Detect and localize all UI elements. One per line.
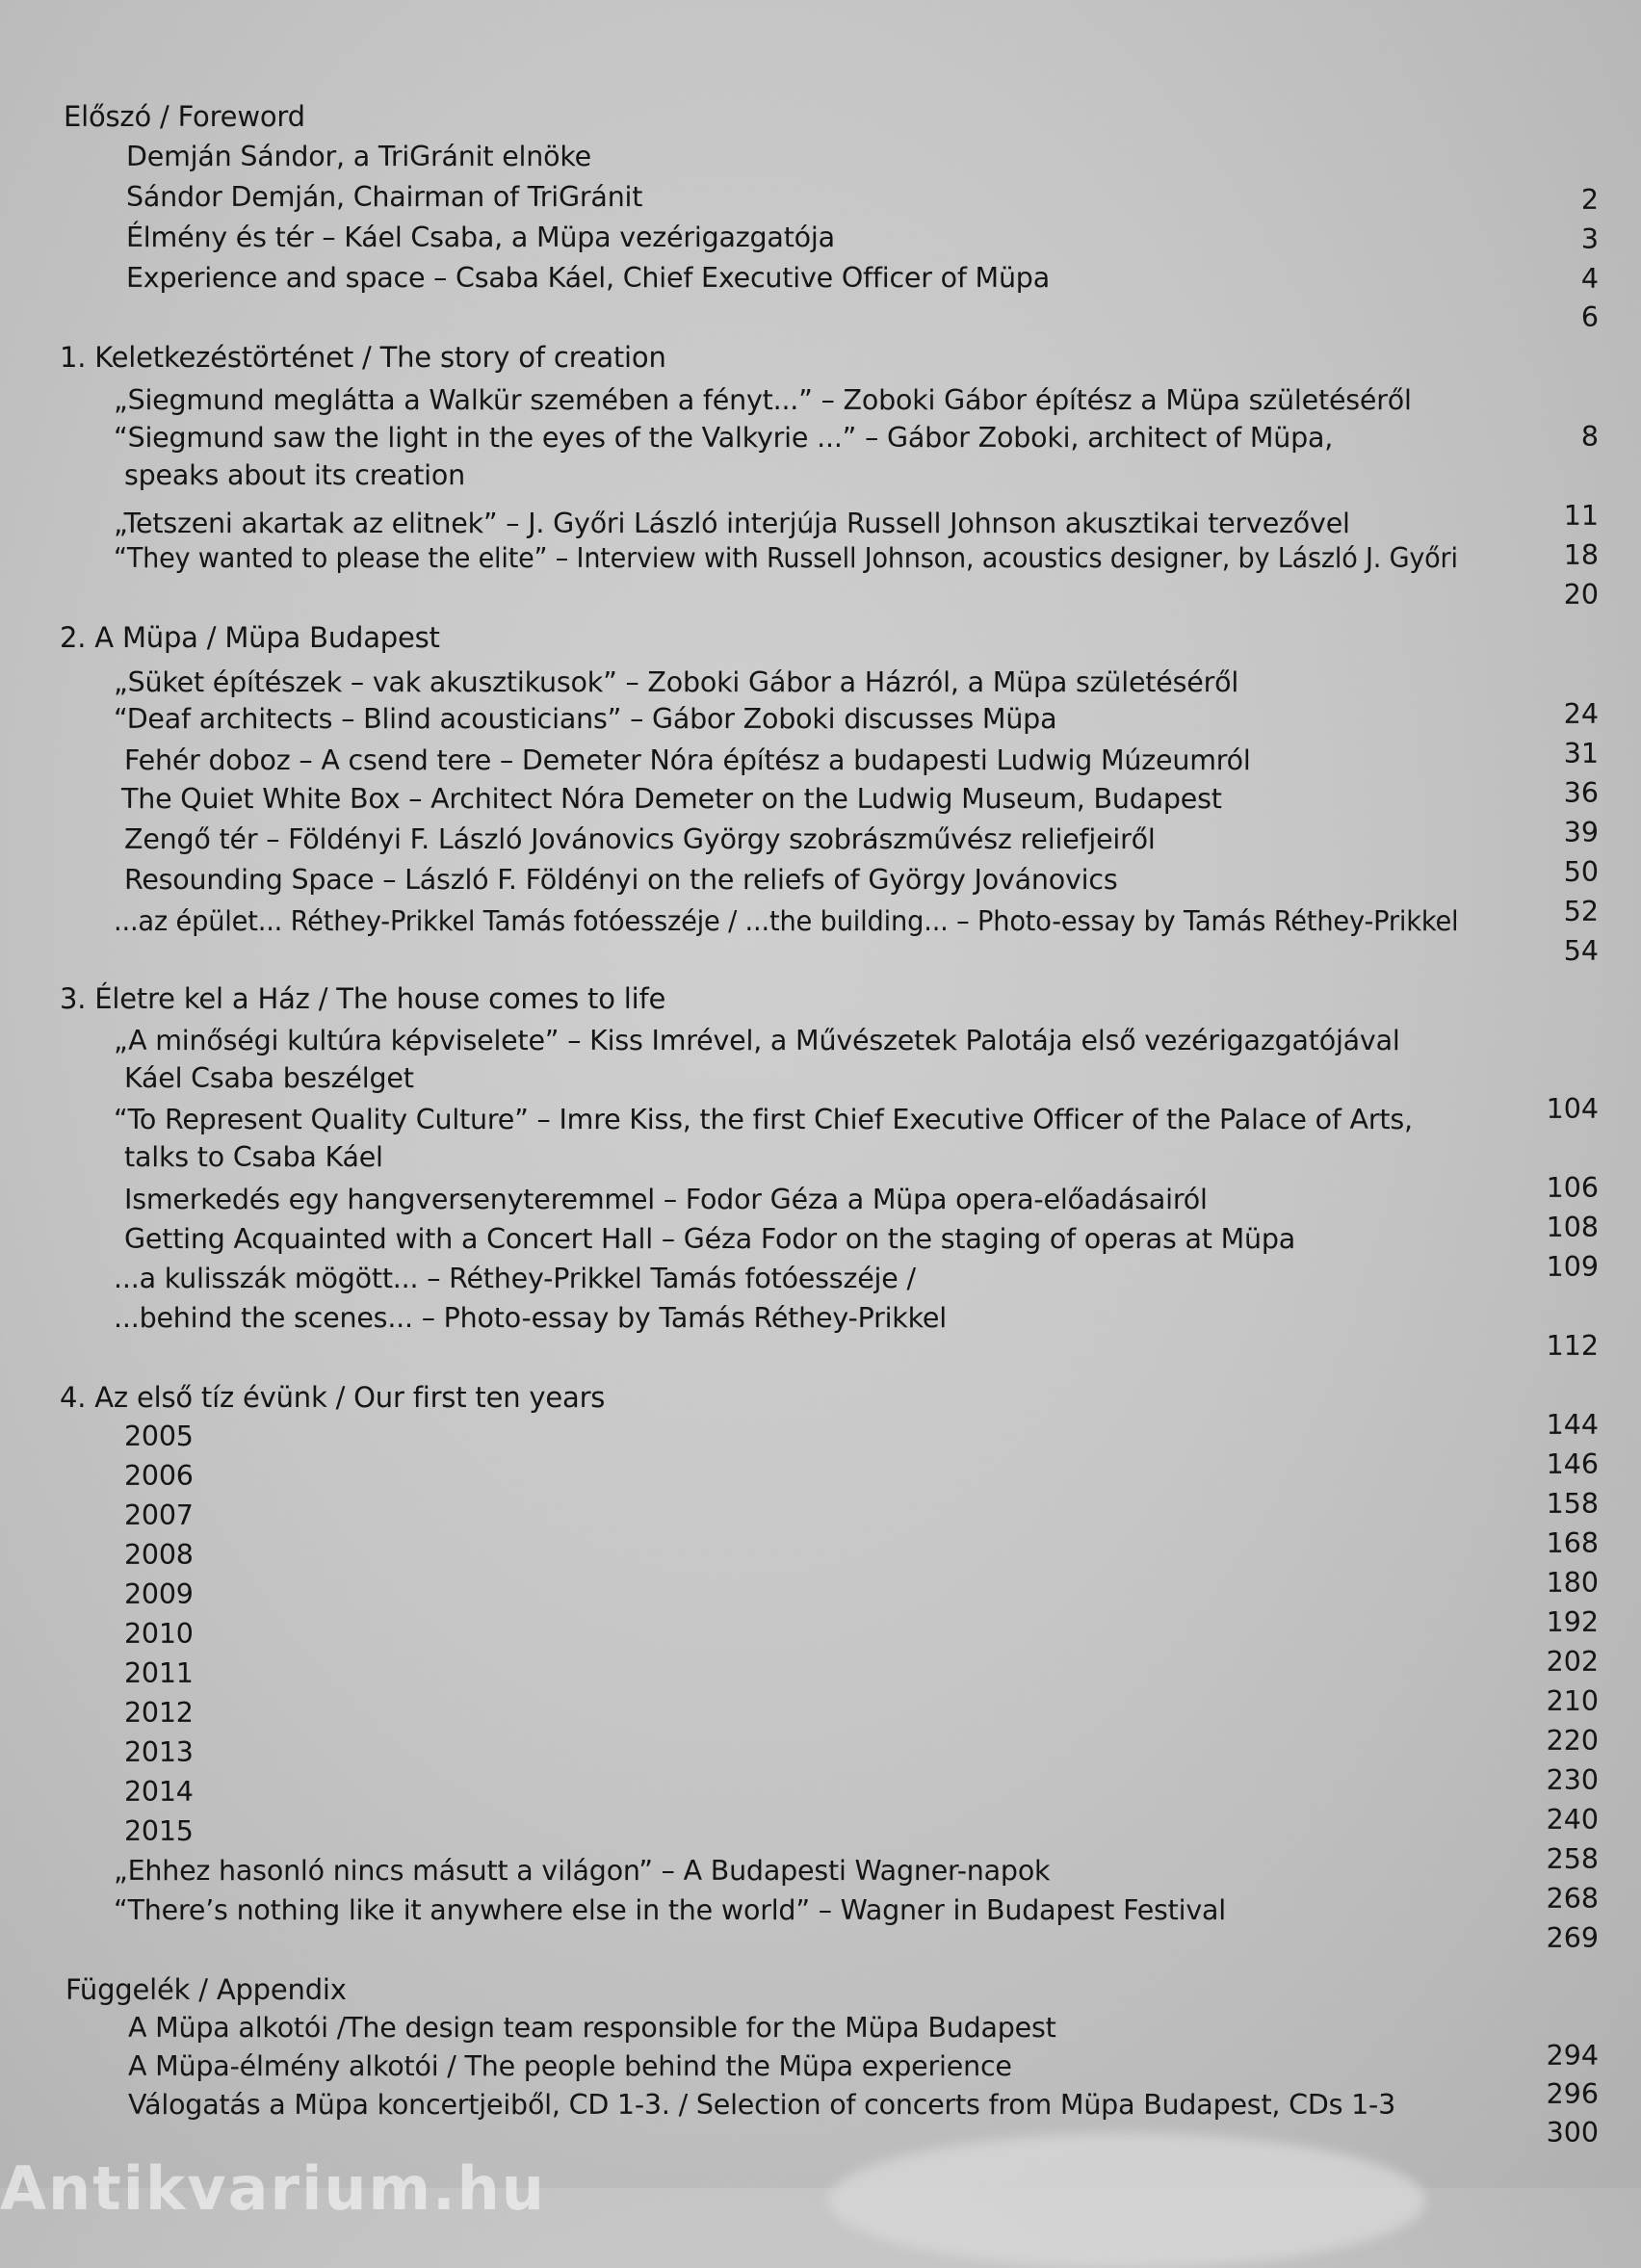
toc-entry-page: 230 [1546, 1763, 1599, 1796]
toc-entry-title: A Müpa-élmény alkotói / The people behind the Müpa experience [128, 2050, 1012, 2082]
toc-entry-page: 220 [1546, 1724, 1599, 1757]
toc-entry-title: Experience and space – Csaba Káel, Chief Executive Officer of Müpa [126, 262, 1050, 294]
toc-entry-title: 2006 [124, 1460, 194, 1492]
toc-entry-title: 2009 [124, 1578, 194, 1610]
toc-entry-page: 36 [1563, 776, 1599, 809]
toc-entry-page: 104 [1546, 1092, 1599, 1125]
toc-entry-page: 11 [1563, 499, 1599, 532]
toc-entry-title: 2013 [124, 1736, 194, 1768]
section-heading-3: 3. Életre kel a Ház / The house comes to life [60, 982, 666, 1015]
section-heading-4: 4. Az első tíz évünk / Our first ten years [60, 1381, 606, 1414]
toc-entry-page: 300 [1546, 2116, 1599, 2149]
toc-entry-title: Válogatás a Müpa koncertjeiből, CD 1-3. / Selection of concerts from Müpa Budapest, CDs 1-3 [128, 2089, 1396, 2121]
toc-entry-page: 8 [1580, 420, 1599, 453]
toc-entry-title: talks to Csaba Káel [124, 1141, 383, 1173]
toc-entry-page: 52 [1563, 895, 1599, 927]
toc-entry-page: 168 [1546, 1526, 1599, 1559]
toc-entry-page: 268 [1546, 1882, 1599, 1915]
toc-entry-title: 2011 [124, 1657, 194, 1689]
toc-entry-page: 112 [1546, 1329, 1599, 1362]
toc-entry-title: Resounding Space – László F. Földényi on the reliefs of György Jovánovics [124, 864, 1118, 896]
toc-entry-page: 3 [1580, 222, 1599, 255]
toc-entry-title: „Tetszeni akartak az elitnek” – J. Győri László interjúja Russell Johnson akusztikai tervezővel [114, 508, 1350, 539]
toc-entry-title: 2014 [124, 1776, 194, 1808]
toc-entry-page: 158 [1546, 1487, 1599, 1520]
toc-entry-page: 4 [1580, 262, 1599, 295]
toc-entry-title: The Quiet White Box – Architect Nóra Demeter on the Ludwig Museum, Budapest [121, 783, 1222, 815]
toc-entry-page: 6 [1580, 300, 1599, 333]
toc-entry-title: Getting Acquainted with a Concert Hall – Géza Fodor on the staging of operas at Müpa [124, 1223, 1296, 1255]
toc-entry-title: “To Represent Quality Culture” – Imre Kiss, the first Chief Executive Officer of the Palace of Arts, [114, 1104, 1413, 1135]
toc-entry-title: 2007 [124, 1499, 194, 1531]
toc-entry-title: A Müpa alkotói /The design team responsible for the Müpa Budapest [128, 2012, 1056, 2044]
section-heading-2: 2. A Müpa / Müpa Budapest [60, 621, 440, 654]
toc-entry-title: Élmény és tér – Káel Csaba, a Müpa vezérigazgatója [126, 222, 835, 253]
toc-entry-title: Zengő tér – Földényi F. László Jovánovics György szobrászművész reliefjeiről [124, 823, 1156, 855]
toc-entry-title: “Deaf architects – Blind acousticians” – Gábor Zoboki discusses Müpa [114, 703, 1057, 735]
toc-entry-page: 31 [1563, 737, 1599, 769]
watermark: Antikvarium.hu [0, 2153, 546, 2224]
toc-entry-title: speaks about its creation [124, 459, 465, 491]
section-heading-foreword: Előszó / Foreword [64, 100, 305, 133]
toc-entry-title: ...a kulisszák mögött... – Réthey-Prikkel Tamás fotóesszéje / [114, 1263, 916, 1294]
toc-entry-page: 258 [1546, 1842, 1599, 1875]
toc-entry-title: Demján Sándor, a TriGránit elnöke [126, 141, 591, 172]
toc-entry-page: 202 [1546, 1645, 1599, 1678]
toc-entry-title: “There’s nothing like it anywhere else in the world” – Wagner in Budapest Festival [114, 1894, 1227, 1926]
toc-entry-title: 2008 [124, 1539, 194, 1571]
toc-entry-page: 39 [1563, 816, 1599, 848]
toc-entry-page: 18 [1563, 538, 1599, 571]
toc-entry-page: 294 [1546, 2039, 1599, 2072]
toc-entry-title: “Siegmund saw the light in the eyes of the Valkyrie ...” – Gábor Zoboki, architect of Müpa, [114, 422, 1334, 454]
toc-entry-page: 269 [1546, 1921, 1599, 1954]
section-heading-1: 1. Keletkezéstörténet / The story of creation [60, 341, 666, 374]
toc-entry-title: ...az épület... Réthey-Prikkel Tamás fotóesszéje / ...the building... – Photo-essay by Tamás Réthey-Prikkel [114, 905, 1459, 937]
toc-entry-page: 24 [1563, 697, 1599, 730]
toc-entry-title: „Ehhez hasonló nincs másutt a világon” – A Budapesti Wagner-napok [114, 1855, 1051, 1887]
toc-entry-title: „Siegmund meglátta a Walkür szemében a fényt...” – Zoboki Gábor építész a Müpa születéséről [114, 384, 1412, 416]
toc-entry-title: 2010 [124, 1618, 194, 1650]
toc-entry-title: „A minőségi kultúra képviselete” – Kiss Imrével, a Művészetek Palotája első vezérigazgatójával [114, 1025, 1400, 1056]
toc-entry-page: 109 [1546, 1250, 1599, 1283]
toc-entry-title: ...behind the scenes... – Photo-essay by Tamás Réthey-Prikkel [114, 1302, 947, 1334]
toc-entry-page: 210 [1546, 1684, 1599, 1717]
toc-entry-title: 2012 [124, 1697, 194, 1729]
bottom-glow [828, 2133, 1425, 2268]
toc-entry-page: 296 [1546, 2077, 1599, 2110]
toc-entry-title: “They wanted to please the elite” – Interview with Russell Johnson, acoustics designer, by László J. Győri [114, 542, 1458, 574]
toc-entry-title: Ismerkedés egy hangversenyteremmel – Fodor Géza a Müpa opera-előadásairól [124, 1184, 1208, 1215]
toc-entry-title: Káel Csaba beszélget [124, 1062, 414, 1094]
toc-entry-page: 20 [1563, 578, 1599, 611]
toc-entry-page: 240 [1546, 1803, 1599, 1836]
section-heading-appendix: Függelék / Appendix [65, 1973, 347, 2006]
toc-entry-page: 180 [1546, 1566, 1599, 1599]
toc-entry-page: 192 [1546, 1605, 1599, 1638]
toc-entry-page: 2 [1580, 183, 1599, 216]
toc-entry-title: Sándor Demján, Chairman of TriGránit [126, 181, 643, 213]
toc-entry-page: 54 [1563, 934, 1599, 967]
toc-entry-title: 2005 [124, 1421, 194, 1452]
toc-entry-page: 146 [1546, 1447, 1599, 1480]
toc-entry-title: 2015 [124, 1815, 194, 1847]
toc-entry-title: Fehér doboz – A csend tere – Demeter Nóra építész a budapesti Ludwig Múzeumról [124, 744, 1251, 776]
toc-entry-page: 106 [1546, 1171, 1599, 1204]
toc-entry-title: „Süket építészek – vak akusztikusok” – Zoboki Gábor a Házról, a Müpa születéséről [114, 666, 1239, 698]
toc-entry-page: 50 [1563, 855, 1599, 888]
toc-entry-page: 144 [1546, 1408, 1599, 1441]
toc-entry-page: 108 [1546, 1211, 1599, 1243]
